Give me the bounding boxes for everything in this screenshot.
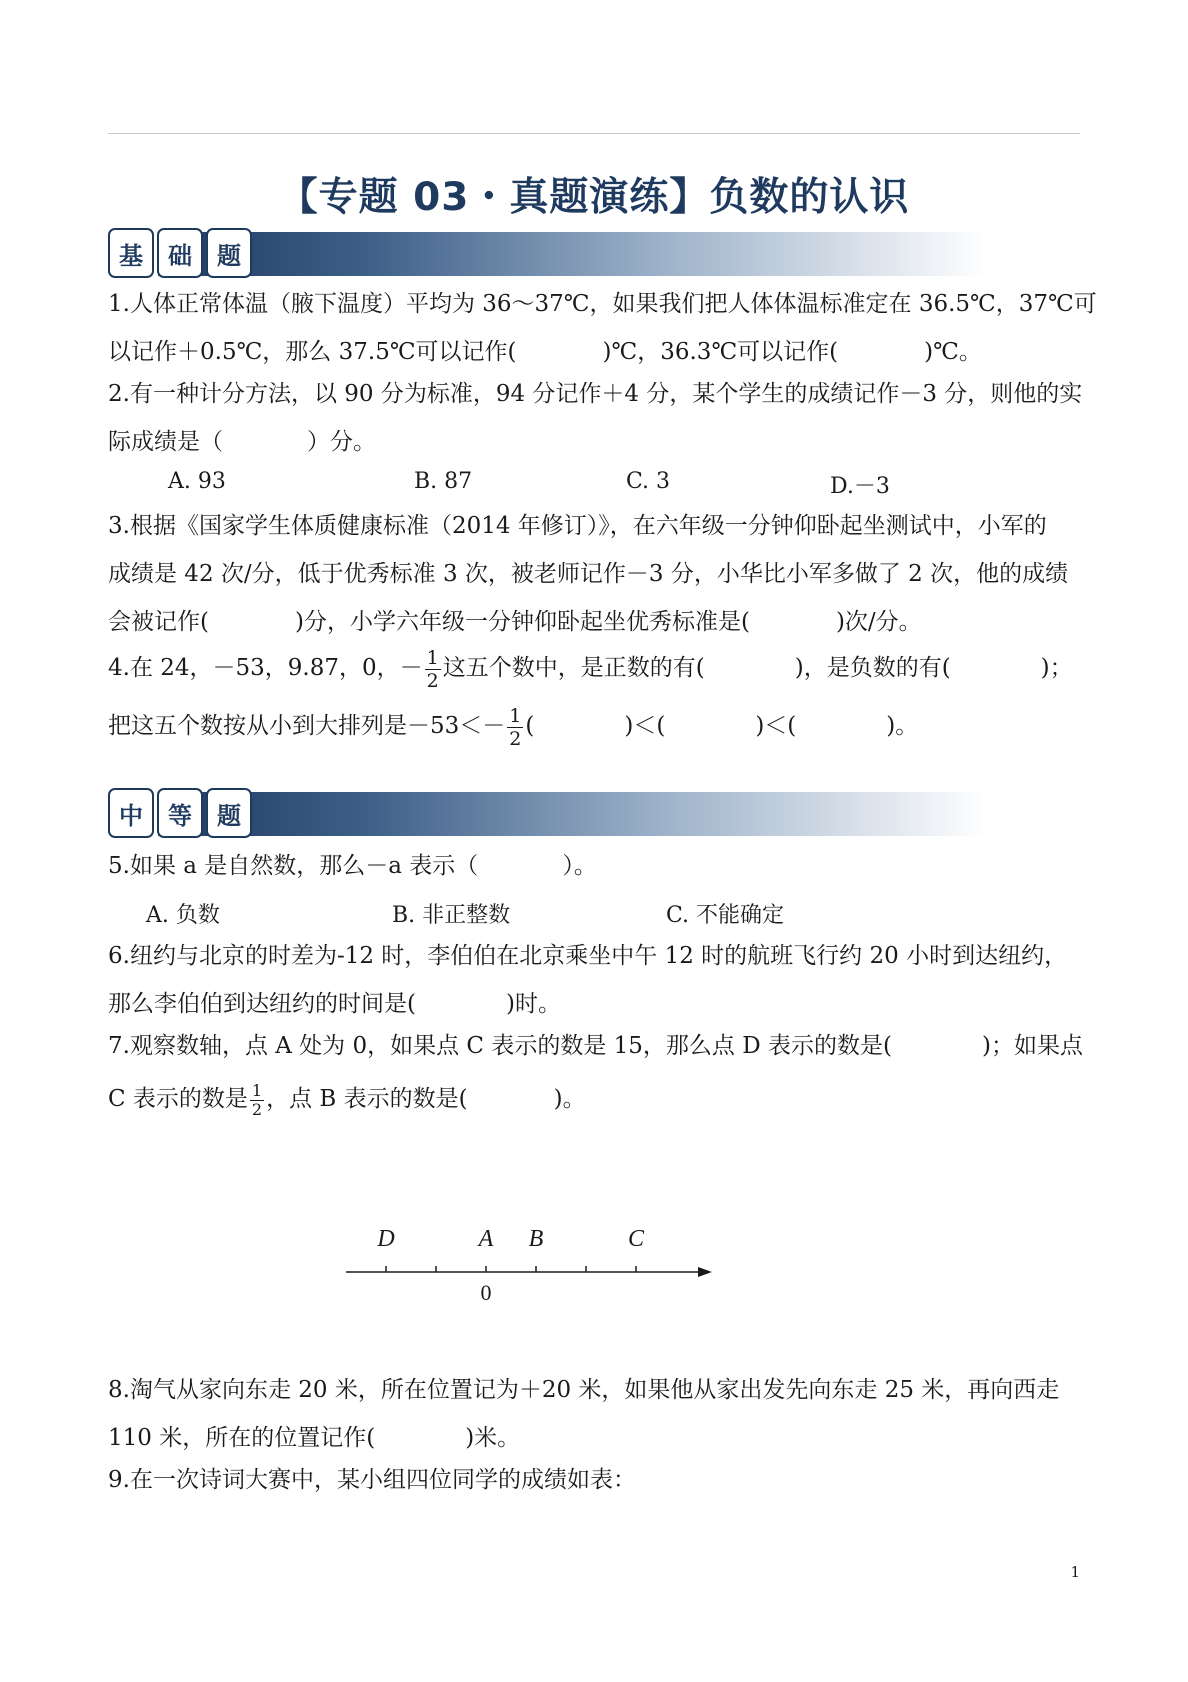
q8-line-2: 110 米，所在的位置记作( )米。 bbox=[108, 1425, 521, 1451]
option-a[interactable]: A. 93 bbox=[168, 469, 226, 494]
q6-line-1: 6.纽约与北京的时差为-12 时，李伯伯在北京乘坐中午 12 时的航班飞行约 20 小时到达纽约， bbox=[108, 943, 1068, 969]
question-6 bbox=[108, 932, 1083, 1028]
axis-ticks bbox=[386, 1266, 636, 1272]
fraction: $\frac{1}{2}$ bbox=[251, 1080, 263, 1119]
q8-line-1: 8.淘气从家向东走 20 米，所在位置记为＋20 米，如果他从家出发先向东走 25 米，再向西走 bbox=[108, 1377, 1060, 1403]
section-char: 等 bbox=[157, 788, 203, 838]
section-char: 题 bbox=[206, 228, 252, 278]
section-bar bbox=[158, 232, 988, 276]
question-1 bbox=[108, 280, 1097, 376]
option-b[interactable]: B. 87 bbox=[414, 469, 473, 494]
page-number: 1 bbox=[1070, 1563, 1080, 1581]
point-label-a: A bbox=[478, 1226, 494, 1252]
section-char: 础 bbox=[157, 228, 203, 278]
q4-line-2: 把这五个数按从小到大排列是－53＜－ $\frac{1}{2}$ ( )＜( )＜( )。 bbox=[108, 704, 919, 750]
question-5 bbox=[108, 842, 1083, 890]
question-4 bbox=[108, 640, 1083, 756]
q1-line-1: 1.人体正常体温（腋下温度）平均为 36～37℃，如果我们把人体体温标准定在 36.5℃，37℃可 bbox=[108, 291, 1097, 317]
point-label-d: D bbox=[377, 1226, 395, 1252]
section-char: 中 bbox=[108, 788, 154, 838]
option-c[interactable]: C. 3 bbox=[626, 469, 671, 494]
section-char: 题 bbox=[206, 788, 252, 838]
question-7 bbox=[108, 1022, 1083, 1128]
section-bar bbox=[158, 792, 988, 836]
fraction: $\frac{1}{2}$ bbox=[426, 646, 439, 692]
q7-line-2: C 表示的数是 $\frac{1}{2}$ ，点 B 表示的数是( )。 bbox=[108, 1080, 586, 1119]
section-header-basic bbox=[108, 228, 988, 280]
option-a[interactable]: A. 负数 bbox=[146, 903, 220, 928]
option-d[interactable]: D.－3 bbox=[830, 474, 890, 499]
q7-line-1: 7.观察数轴，点 A 处为 0，如果点 C 表示的数是 15，那么点 D 表示的数是( )；如果点 bbox=[108, 1033, 1083, 1059]
point-label-b: B bbox=[528, 1226, 544, 1252]
q3-line-1: 3.根据《国家学生体质健康标准（2014 年修订）》，在六年级一分钟仰卧起坐测试中，小军的 bbox=[108, 513, 1047, 539]
q5-line-1: 5.如果 a 是自然数，那么－a 表示（ ）。 bbox=[108, 853, 597, 879]
number-line bbox=[340, 1222, 730, 1304]
question-8 bbox=[108, 1366, 1083, 1462]
q2-line-2: 际成绩是（ ）分。 bbox=[108, 429, 376, 455]
q1-line-2: 以记作＋0.5℃，那么 37.5℃可以记作( )℃，36.3℃可以记作( )℃。 bbox=[108, 339, 982, 365]
question-3 bbox=[108, 502, 1083, 646]
q6-line-2: 那么李伯伯到达纽约的时间是( )时。 bbox=[108, 991, 561, 1017]
q2-line-1: 2.有一种计分方法，以 90 分为标准，94 分记作＋4 分，某个学生的成绩记作－3 分，则他的实 bbox=[108, 381, 1083, 407]
page-title: 【专题 03・真题演练】负数的认识 bbox=[278, 175, 910, 220]
zero-label: 0 bbox=[480, 1280, 492, 1304]
point-label-c: C bbox=[627, 1226, 645, 1252]
q4-line-1: 4.在 24，－53，9.87，0，－ $\frac{1}{2}$ 这五个数中，是正数的有( )，是负数的有( )； bbox=[108, 646, 1073, 692]
header-rule bbox=[108, 133, 1080, 134]
option-b[interactable]: B. 非正整数 bbox=[392, 903, 511, 928]
question-9 bbox=[108, 1456, 1083, 1504]
option-c[interactable]: C. 不能确定 bbox=[666, 903, 785, 928]
axis-arrow-icon bbox=[698, 1267, 712, 1277]
q3-line-2: 成绩是 42 次/分，低于优秀标准 3 次，被老师记作－3 分，小华比小军多做了 2 次，他的成绩 bbox=[108, 561, 1069, 587]
q9-line-1: 9.在一次诗词大赛中，某小组四位同学的成绩如表： bbox=[108, 1467, 636, 1493]
section-header-medium bbox=[108, 788, 988, 840]
q3-line-3: 会被记作( )分，小学六年级一分钟仰卧起坐优秀标准是( )次/分。 bbox=[108, 609, 922, 635]
fraction: $\frac{1}{2}$ bbox=[509, 704, 522, 750]
section-char: 基 bbox=[108, 228, 154, 278]
question-2 bbox=[108, 370, 1083, 466]
